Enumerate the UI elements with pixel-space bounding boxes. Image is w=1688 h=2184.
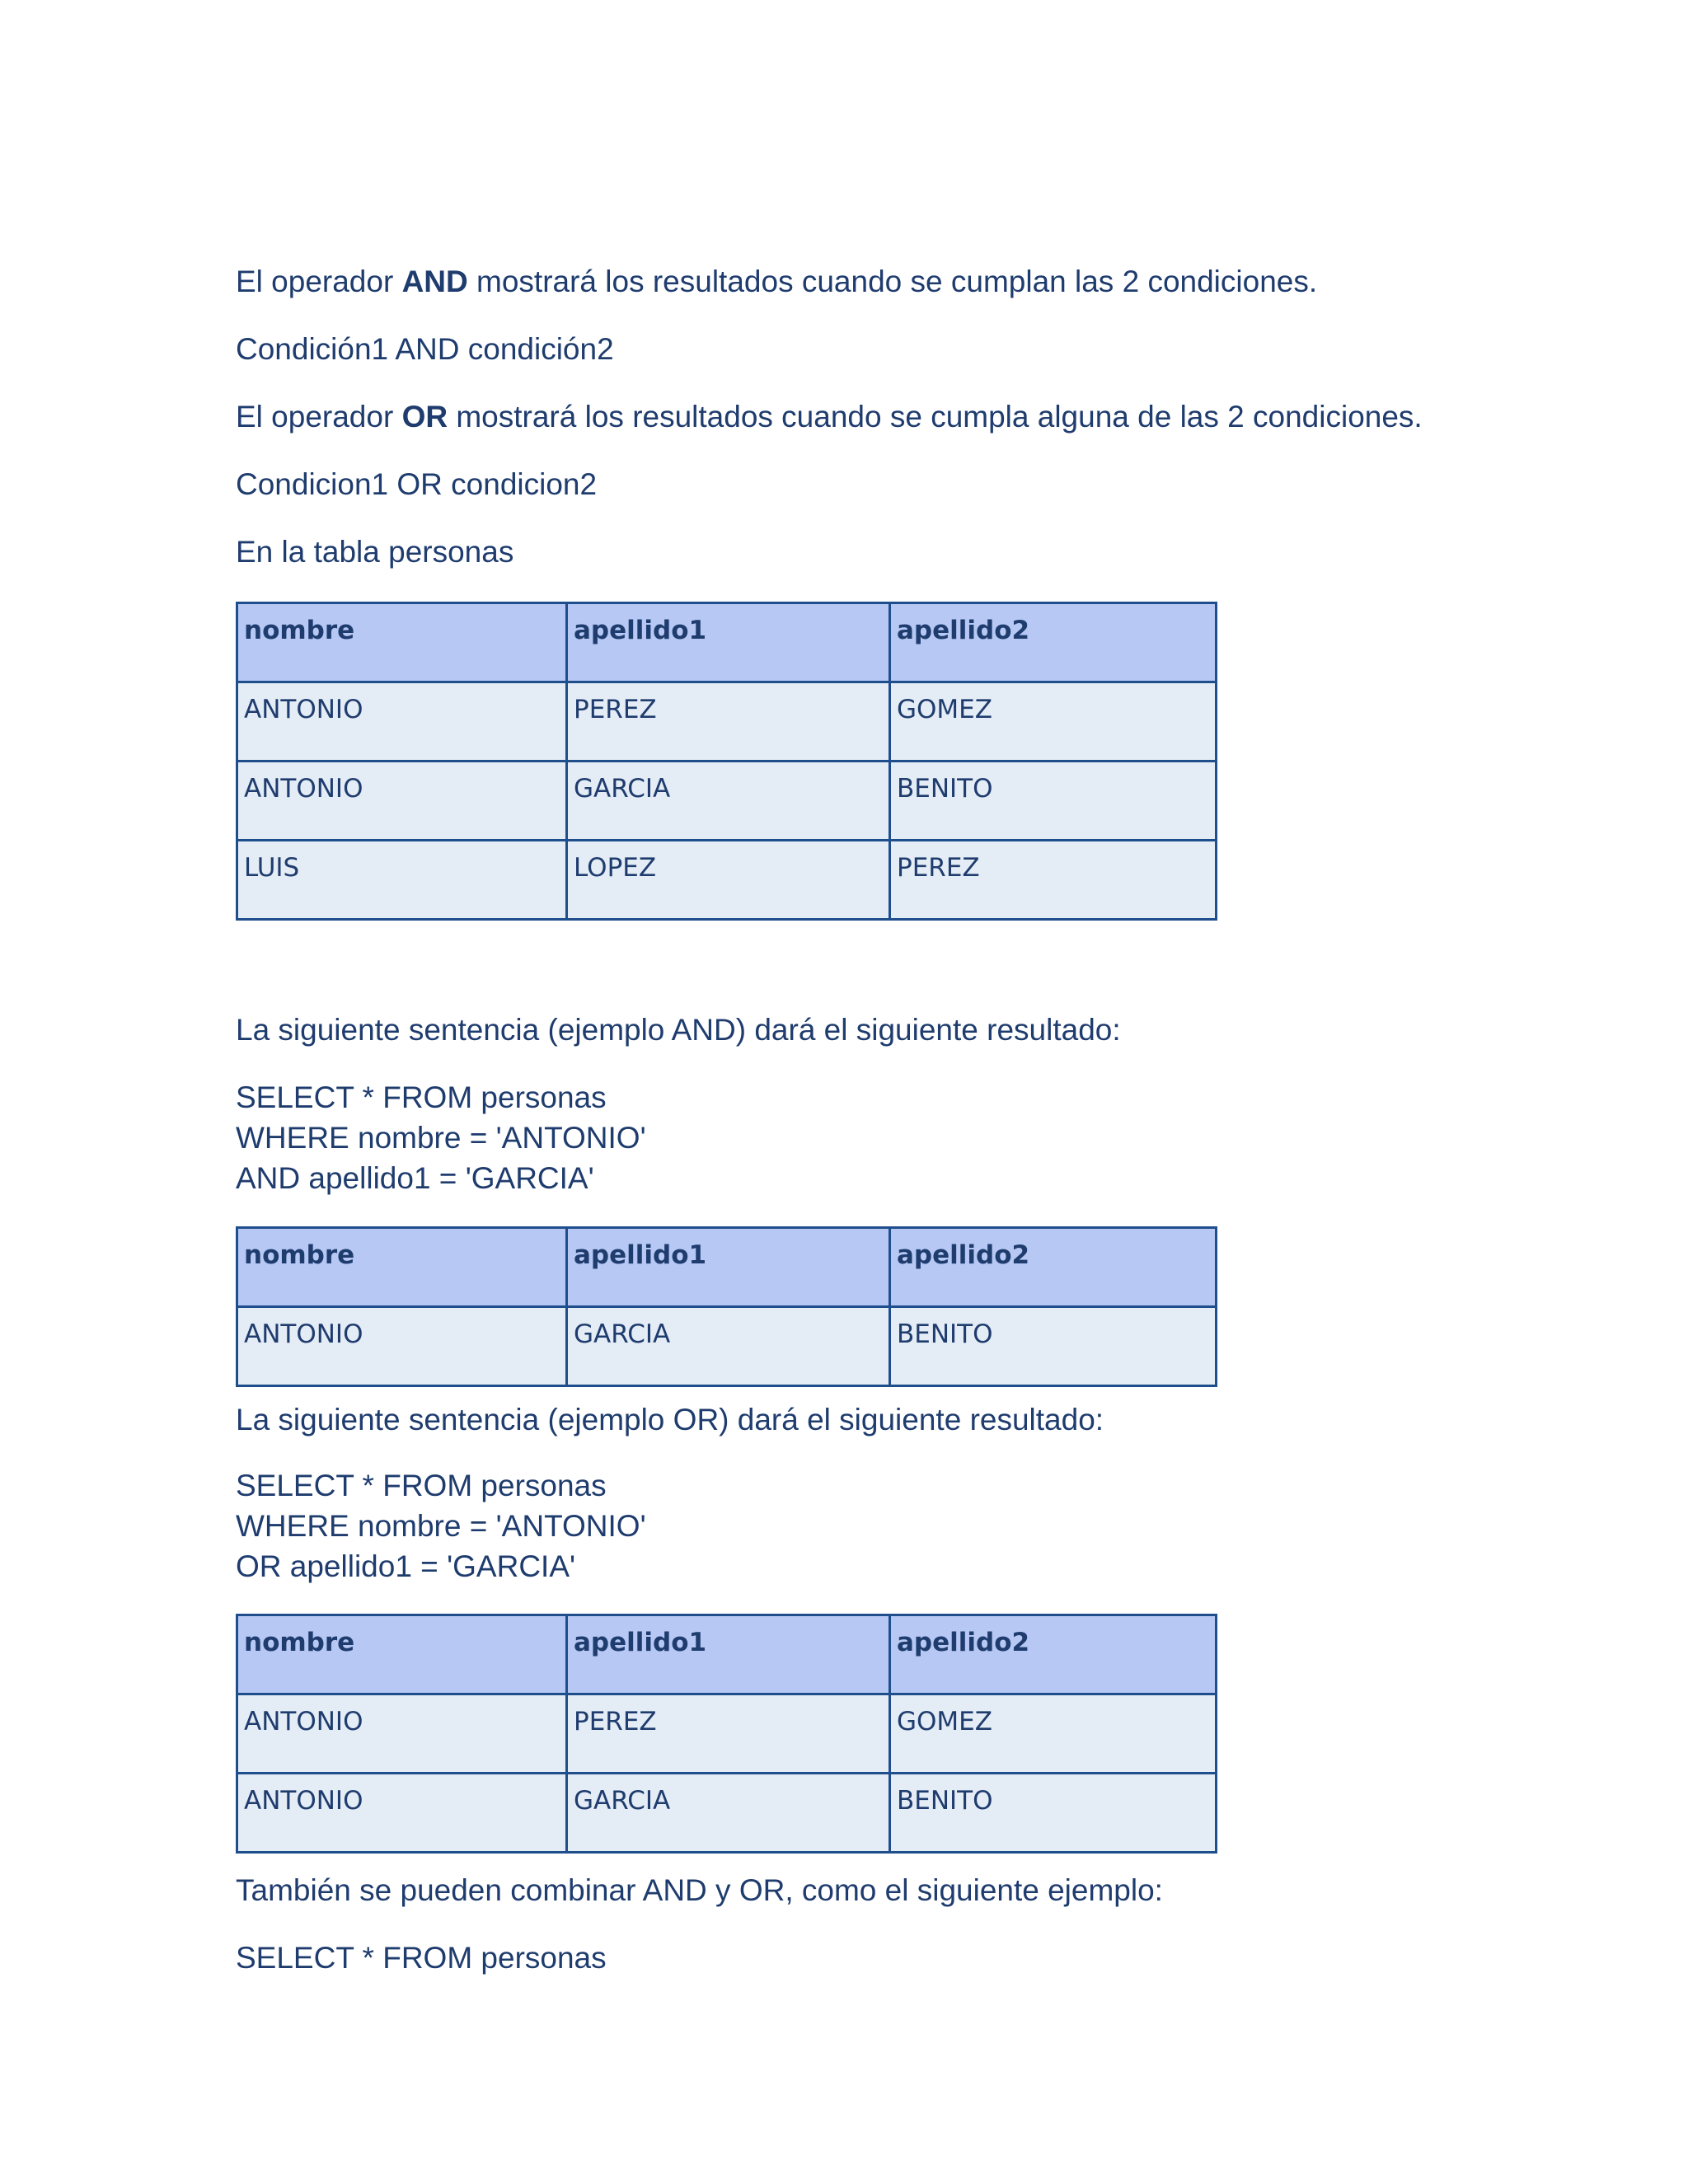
paragraph-table-intro: En la tabla personas bbox=[236, 535, 514, 569]
table-cell: ANTONIO bbox=[237, 682, 567, 762]
header-cell: apellido2 bbox=[890, 603, 1217, 682]
table-cell: ANTONIO bbox=[237, 1307, 567, 1386]
header-cell: nombre bbox=[237, 1228, 567, 1307]
table-cell: LUIS bbox=[237, 841, 567, 920]
table-cell: GARCIA bbox=[567, 762, 890, 841]
table-cell: ANTONIO bbox=[237, 1694, 567, 1774]
table-cell: GOMEZ bbox=[890, 682, 1217, 762]
table-header-row bbox=[237, 1615, 1217, 1694]
table-row bbox=[237, 762, 1217, 841]
table-row bbox=[237, 1694, 1217, 1774]
text: mostrará los resultados cuando se cumplan las 2 condiciones. bbox=[467, 265, 1318, 298]
paragraph-or-syntax: Condicion1 OR condicion2 bbox=[236, 467, 598, 501]
header-cell: apellido2 bbox=[890, 1615, 1217, 1694]
table-cell: ANTONIO bbox=[237, 762, 567, 841]
table-or-result bbox=[236, 1614, 1217, 1854]
query-line: SELECT * FROM personas bbox=[236, 1941, 607, 1975]
table-row bbox=[237, 841, 1217, 920]
table-cell: PEREZ bbox=[567, 682, 890, 762]
table-header-row bbox=[237, 1228, 1217, 1307]
query-line: WHERE nombre = 'ANTONIO' bbox=[236, 1509, 646, 1543]
header-cell: apellido2 bbox=[890, 1228, 1217, 1307]
header-cell: apellido1 bbox=[567, 603, 890, 682]
paragraph-combined-intro: También se pueden combinar AND y OR, como el siguiente ejemplo: bbox=[236, 1873, 1163, 1907]
table-cell: ANTONIO bbox=[237, 1774, 567, 1853]
header-cell: nombre bbox=[237, 1615, 567, 1694]
query-line: SELECT * FROM personas bbox=[236, 1080, 607, 1114]
table-cell: GOMEZ bbox=[890, 1694, 1217, 1774]
text: El operador bbox=[236, 265, 402, 298]
text: El operador bbox=[236, 400, 402, 434]
query-line: AND apellido1 = 'GARCIA' bbox=[236, 1161, 594, 1195]
paragraph-and-operator bbox=[236, 263, 1317, 301]
paragraph-or-operator bbox=[236, 398, 1423, 436]
table-personas bbox=[236, 602, 1217, 921]
table-cell: BENITO bbox=[890, 1307, 1217, 1386]
table-and-result bbox=[236, 1226, 1217, 1387]
text: mostrará los resultados cuando se cumpla alguna de las 2 condiciones. bbox=[448, 400, 1423, 434]
table-header-row bbox=[237, 603, 1217, 682]
query-line: SELECT * FROM personas bbox=[236, 1469, 607, 1502]
keyword-and: AND bbox=[401, 265, 468, 298]
table-cell: PEREZ bbox=[567, 1694, 890, 1774]
table-cell: GARCIA bbox=[567, 1774, 890, 1853]
query-line: OR apellido1 = 'GARCIA' bbox=[236, 1549, 576, 1583]
query-line: WHERE nombre = 'ANTONIO' bbox=[236, 1121, 646, 1155]
header-cell: apellido1 bbox=[567, 1228, 890, 1307]
table-cell: BENITO bbox=[890, 1774, 1217, 1853]
header-cell: nombre bbox=[237, 603, 567, 682]
table-row bbox=[237, 1307, 1217, 1386]
paragraph-or-example-intro: La siguiente sentencia (ejemplo OR) dará el siguiente resultado: bbox=[236, 1403, 1104, 1436]
table-cell: BENITO bbox=[890, 762, 1217, 841]
paragraph-and-example-intro: La siguiente sentencia (ejemplo AND) dará el siguiente resultado: bbox=[236, 1013, 1121, 1047]
header-cell: apellido1 bbox=[567, 1615, 890, 1694]
table-cell: PEREZ bbox=[890, 841, 1217, 920]
table-cell: GARCIA bbox=[567, 1307, 890, 1386]
keyword-or: OR bbox=[401, 400, 448, 434]
table-cell: LOPEZ bbox=[567, 841, 890, 920]
table-row bbox=[237, 1774, 1217, 1853]
paragraph-and-syntax: Condición1 AND condición2 bbox=[236, 332, 614, 366]
table-row bbox=[237, 682, 1217, 762]
